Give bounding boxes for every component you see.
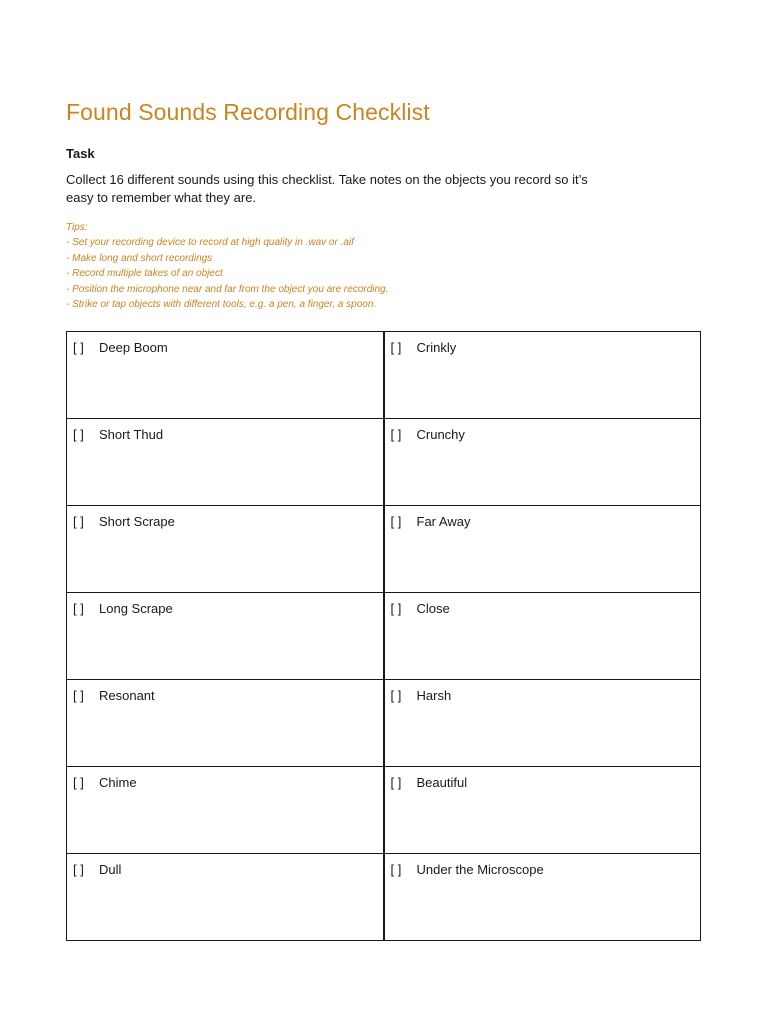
sound-label: Under the Microscope — [416, 862, 544, 877]
sound-label: Dull — [99, 862, 122, 877]
sound-label: Short Thud — [99, 427, 164, 442]
checklist-cell[interactable] — [67, 332, 384, 419]
checklist-cell[interactable] — [67, 419, 384, 506]
checklist-cell[interactable] — [384, 767, 701, 854]
table-row — [67, 506, 701, 593]
checklist-cell[interactable] — [67, 680, 384, 767]
checkbox[interactable]: [ ] — [73, 688, 84, 703]
checklist-cell[interactable] — [384, 332, 701, 419]
checkbox[interactable]: [ ] — [73, 340, 84, 355]
checkbox[interactable]: [ ] — [73, 862, 84, 877]
sound-label: Chime — [99, 775, 137, 790]
table-row — [67, 854, 701, 941]
tip-item: - Make long and short recordings — [66, 252, 213, 264]
tips-heading: Tips: — [66, 222, 88, 233]
checklist-cell[interactable] — [67, 506, 384, 593]
sound-checklist-table — [66, 331, 701, 941]
checklist-cell[interactable] — [67, 854, 384, 941]
checkbox[interactable]: [ ] — [390, 862, 402, 877]
checkbox[interactable]: [ ] — [390, 775, 402, 790]
sound-label: Crinkly — [416, 340, 457, 355]
checklist-cell[interactable] — [384, 680, 701, 767]
sound-label: Long Scrape — [99, 601, 173, 616]
checklist-cell[interactable] — [384, 419, 701, 506]
checkbox[interactable]: [ ] — [73, 514, 84, 529]
task-heading: Task — [66, 146, 95, 161]
tip-item: - Record multiple takes of an object — [66, 268, 223, 280]
checkbox[interactable]: [ ] — [73, 427, 84, 442]
checkbox[interactable]: [ ] — [390, 601, 402, 616]
tips-list — [66, 220, 388, 312]
sound-label: Short Scrape — [99, 514, 175, 529]
sound-label: Deep Boom — [99, 340, 168, 355]
table-row — [67, 593, 701, 680]
tip-item: - Set your recording device to record at high quality in .wav or .aif — [66, 237, 354, 249]
document-page — [66, 0, 702, 1024]
task-description: Collect 16 different sounds using this checklist. Take notes on the objects you record so it’s easy to remember what they are. — [66, 172, 588, 205]
checklist-cell[interactable] — [384, 506, 701, 593]
table-row — [67, 419, 701, 506]
sound-label: Harsh — [416, 688, 452, 703]
checkbox[interactable]: [ ] — [390, 688, 402, 703]
sound-label: Resonant — [99, 688, 155, 703]
checklist-cell[interactable] — [67, 767, 384, 854]
table-row — [67, 680, 701, 767]
checkbox[interactable]: [ ] — [390, 340, 402, 355]
checklist-cell[interactable] — [384, 854, 701, 941]
checkbox[interactable]: [ ] — [73, 775, 84, 790]
checkbox[interactable]: [ ] — [390, 514, 402, 529]
table-row — [67, 332, 701, 419]
sound-label: Close — [416, 601, 450, 616]
tip-item: - Strike or tap objects with different tools, e.g. a pen, a finger, a spoon. — [66, 299, 377, 311]
sound-label: Far Away — [416, 514, 471, 529]
sound-label: Crunchy — [416, 427, 465, 442]
checklist-cell[interactable] — [384, 593, 701, 680]
table-row — [67, 767, 701, 854]
page-title: Found Sounds Recording Checklist — [66, 99, 430, 125]
checkbox[interactable]: [ ] — [73, 601, 84, 616]
tip-item: - Position the microphone near and far from the object you are recording. — [66, 283, 389, 295]
checkbox[interactable]: [ ] — [390, 427, 402, 442]
sound-label: Beautiful — [416, 775, 468, 790]
checklist-cell[interactable] — [67, 593, 384, 680]
